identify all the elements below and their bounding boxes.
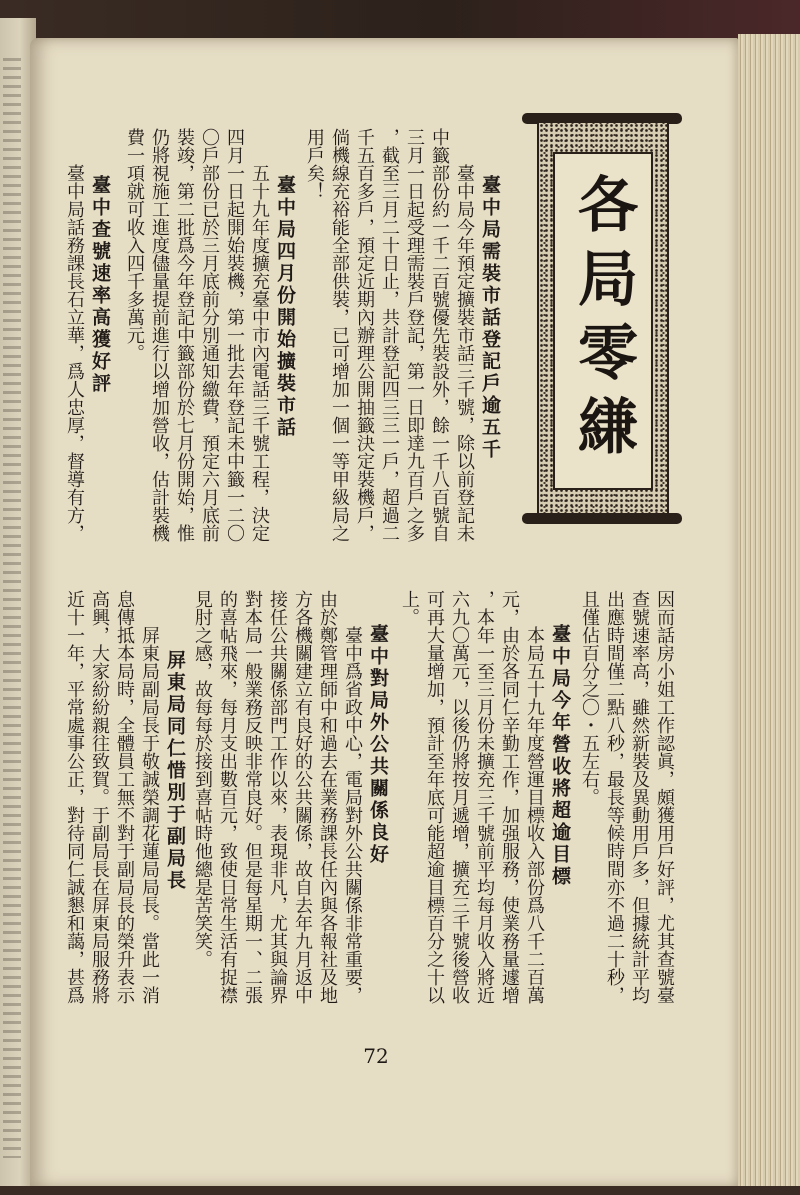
article-line: 費一項就可收入四千多萬元。	[124, 128, 145, 362]
article-line: 高興，大家紛紛親往致賀。于副局長在屏東局服務將	[89, 590, 110, 1004]
article-line: 由於鄭管理師中和過去在業務課長任內與各報社及地	[317, 590, 338, 1004]
article-line: ，本年一至三月份未擴充三千號前平均每月收入將近	[474, 590, 495, 1004]
article-line: 出應時間僅二點八秒，最長等候時間亦不過二十秒，	[604, 590, 625, 1004]
article-line: 見肘之感，故每每於接到喜帖時他總是苦笑笑。	[192, 590, 213, 968]
article-line: 五十九年度擴充臺中市內電話三千號工程，決定	[249, 164, 270, 542]
header-scroll-panel	[553, 152, 653, 490]
article-line: 〇戶部份已於三月底前分別通知繳費，預定六月底前	[199, 128, 220, 542]
page-stack-edge	[738, 34, 800, 1188]
article-taichung-revenue	[397, 590, 572, 1020]
article-title: 臺中局需裝市話登記戶逾五千	[479, 175, 501, 461]
article-taichung-expansion	[122, 128, 297, 558]
page-number: 72	[363, 1044, 389, 1068]
article-line: 且僅佔百分之〇・五左右。	[579, 590, 600, 806]
article-taichung-subscribers	[302, 128, 502, 558]
section-title: 各局零縑	[568, 173, 638, 469]
article-line: ，截至三月二十日止，共計登記四三三一戶，超過二	[379, 128, 400, 542]
article-line: 仍將視施工進度儘量提前進行以增加營收，估計裝機	[149, 128, 170, 542]
adjacent-page-text-fragments	[3, 58, 21, 1158]
article-line: 上。	[399, 590, 420, 626]
article-line: 中籤部份約一千二百號優先裝設外，餘一千八百號自	[429, 128, 450, 542]
article-line: 裝竣，第二批爲今年登記中籤部份於七月份開始，惟	[174, 128, 195, 542]
article-pingtung-farewell	[62, 590, 187, 1020]
article-line: 接任公共關係部門工作以來，表現非凡，尤其與論界	[267, 590, 288, 1004]
article-line: 三月一日起受理需裝戶登記，第一日即達九百戶之多	[404, 128, 425, 542]
article-line: 四月一日起開始裝機，第一批去年登記未中籤一二〇	[224, 128, 245, 542]
article-line: 對本局一般業務反映非常良好。但是每星期一、二張	[242, 590, 263, 1004]
article-line: 臺中爲省政中心，電局對外公共關係非常重要，	[342, 626, 363, 1004]
article-title: 臺中局今年營收將超逾目標	[549, 624, 571, 888]
article-title: 屏東局同仁惜別于副局長	[164, 650, 186, 892]
article-line: 方各機關建立有良好的公共關係，故自去年九月返中	[292, 590, 313, 1004]
article-line: 千五百多戶，預定近期內辦理公開抽籤決定裝機戶，	[354, 128, 375, 542]
article-title: 臺中局四月份開始擴裝市話	[274, 175, 296, 439]
article-taichung-directory-continued	[577, 590, 677, 1020]
article-line: 臺中局今年預定擴裝市話三千號，除以前登記未	[454, 164, 475, 542]
article-line: 倘機線充裕能全部供裝，已可增加一個一等甲級局之	[329, 128, 350, 542]
article-line: 用戶矣！	[304, 128, 325, 200]
article-line: 的喜帖飛來，每月支出數百元，致使日常生活有捉襟	[217, 590, 238, 1004]
article-line: 元，由於各同仁辛勤工作，加强服務，使業務量遽增	[499, 590, 520, 1004]
article-line: 因而話房小姐工作認眞，頗獲用戶好評，尤其查號臺	[654, 590, 675, 1004]
header-scroll	[537, 121, 669, 519]
article-title: 臺中查號速率高獲好評	[89, 175, 111, 395]
article-taichung-directory	[62, 128, 112, 558]
article-line: 臺中局話務課長石立華，爲人忠厚，督導有方，	[64, 164, 85, 542]
article-line: 息傳抵本局時，全體員工無不對于副局長的榮升表示	[114, 590, 135, 1004]
article-line: 屏東局副局長于敬誠榮調花蓮局局長。當此一消	[139, 626, 160, 1004]
book-cover-bottom	[0, 1186, 800, 1195]
article-line: 六九〇萬元，以後仍將按月遞增，擴充三千號後營收	[449, 590, 470, 1004]
article-taichung-public-relations	[165, 590, 390, 1020]
article-title: 臺中對局外公共關係良好	[367, 624, 389, 866]
article-line: 本局五十九年度營運目標收入部份爲八千二百萬	[524, 626, 545, 1004]
article-line: 可再大量增加，預計至年底可能超逾目標百分之十以	[424, 590, 445, 1004]
scroll-bottom-rod	[522, 513, 682, 524]
article-line: 查號速率高，雖然新裝及異動用戶多，但據統計平均	[629, 590, 650, 1004]
article-line: 近十一年，平常處事公正，對待同仁誠懇和藹，甚爲	[64, 590, 85, 1004]
